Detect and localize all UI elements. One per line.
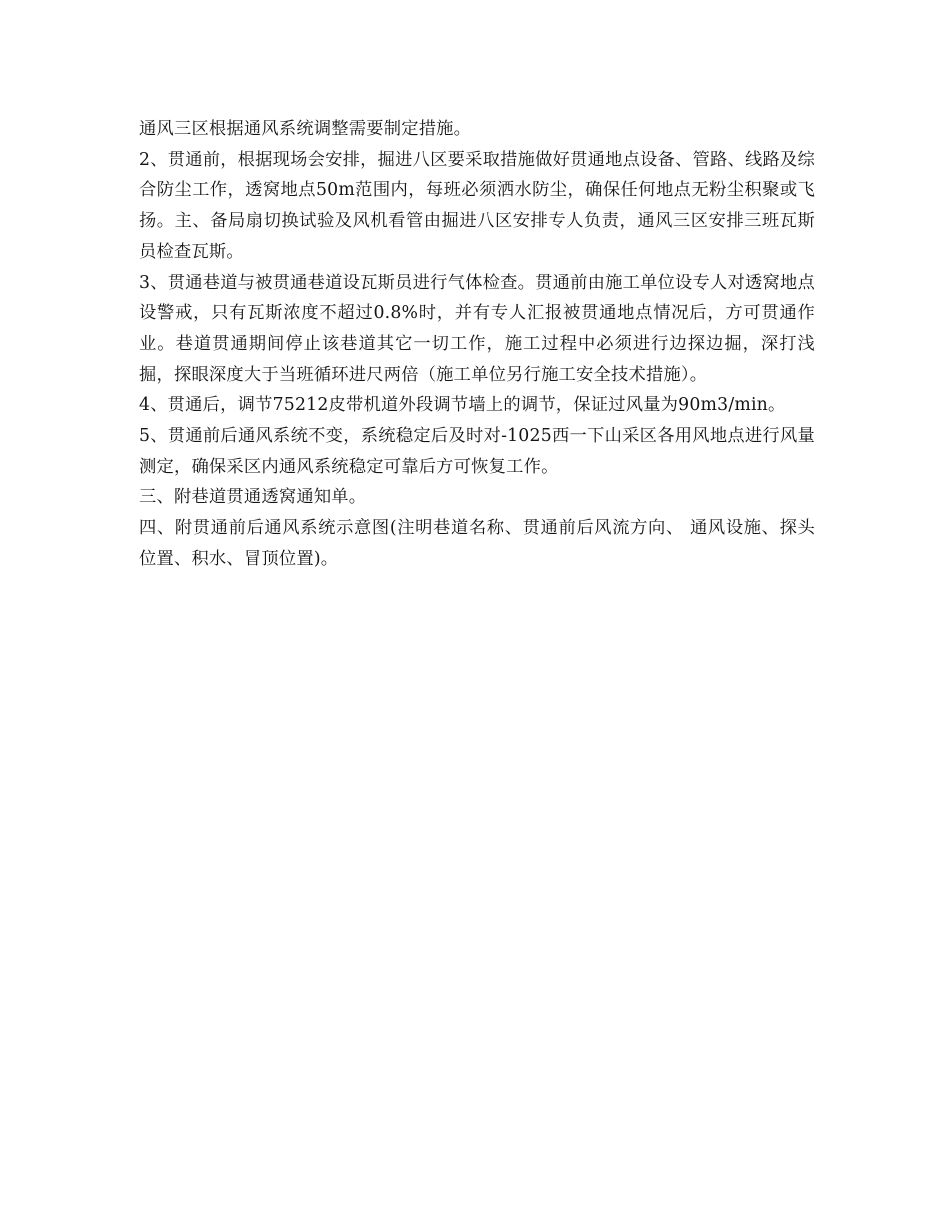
paragraph-item-5: 5、贯通前后通风系统不变，系统稳定后及时对-1025西一下山采区各用风地点进行风量测定，确保采区内通风系统稳定可靠后方可恢复工作。 (139, 426, 815, 477)
paragraph-item-3: 3、贯通巷道与被贯通巷道设瓦斯员进行气体检查。贯通前由施工单位设专人对透窝地点设警戒，只有瓦斯浓度不超过0.8%时，并有专人汇报被贯通地点情况后，方可贯通作业。巷道贯通期间停止该巷道其它一切工作，施工过程中必须进行边探边掘，深打浅掘，探眼深度大于当班循环进尺两倍（施工单位另行施工安全技术措施）。 (139, 272, 815, 385)
paragraph-item-2: 2、贯通前，根据现场会安排，掘进八区要采取措施做好贯通地点设备、管路、线路及综合防尘工作，透窝地点50m范围内，每班必须洒水防尘，确保任何地点无粉尘积聚或飞扬。主、备局扇切换试验及风机看管由掘进八区安排专人负责，通风三区安排三班瓦斯员检查瓦斯。 (139, 149, 815, 262)
paragraph-item-4: 4、贯通后，调节75212皮带机道外段调节墙上的调节，保证过风量为90m3/min。 (139, 395, 786, 416)
paragraph-continuation: 通风三区根据通风系统调整需要制定措施。 (139, 119, 472, 139)
section-three-heading: 三、附巷道贯通透窝通知单。 (139, 487, 367, 508)
section-four-heading: 四、附贯通前后通风系统示意图(注明巷道名称、贯通前后风流方向、 通风设施、探头位置、积水、冒顶位置)。 (139, 518, 815, 569)
document-body (139, 114, 815, 575)
